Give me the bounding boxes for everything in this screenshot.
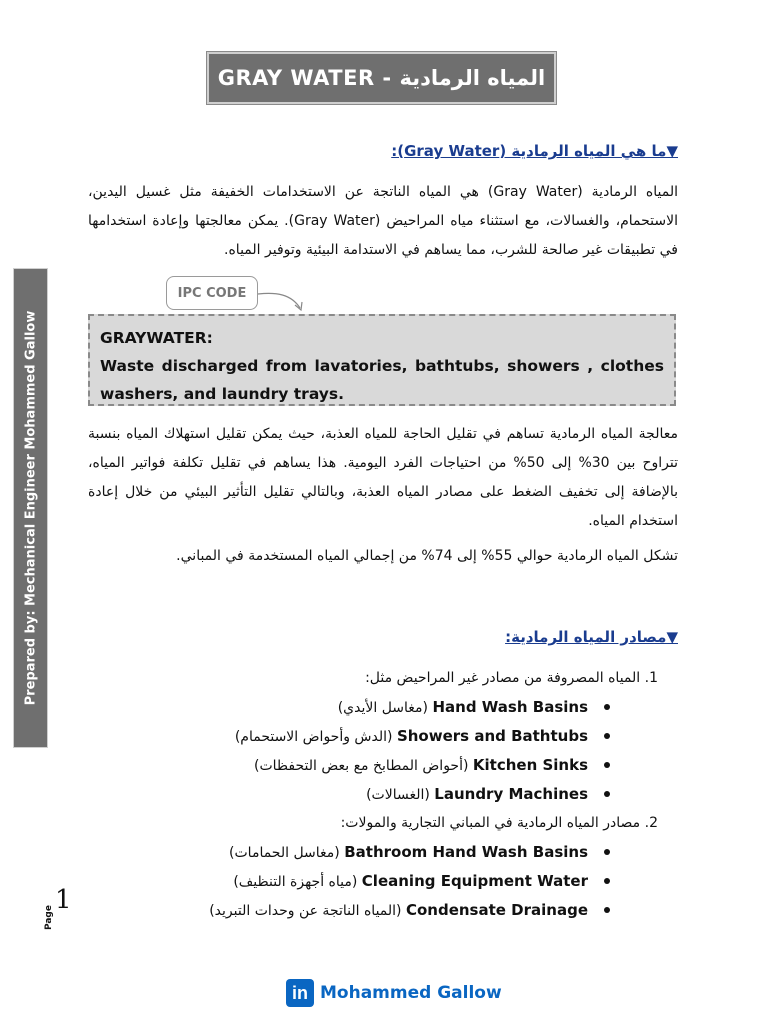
section-heading-what-is: ▼ما هي المياه الرمادية (Gray Water): [391,142,678,160]
bullet-icon [604,762,610,768]
bullet-icon [604,878,610,884]
ipc-definition-box [88,314,676,406]
list1-title: 1. المياه المصروفة من مصادر غير المراحيض مثل: [365,670,658,686]
list-item: Hand Wash Basins (مغاسل الأيدي) [338,698,588,716]
share-paragraph: تشكل المياه الرمادية حوالي 55% إلى 74% من إجمالي المياه المستخدمة في المباني. [176,548,678,564]
benefits-paragraph: معالجة المياه الرمادية تساهم في تقليل الحاجة للمياه العذبة، حيث يمكن تقليل استهلاك المياه بنسبة تتراوح بين 30% إلى 50% من احتياجات الفرد اليومية. هذا يساهم في تقليل تكلفة فواتير المياه، بالإضافة إلى تخفيف الضغط على مصادر المياه العذبة، وبالتالي تقليل التأثير البيئي من خلال إعادة استخدام المياه. [88,426,678,529]
list-item: Showers and Bathtubs (الدش وأحواض الاستحمام) [235,727,588,745]
list-item: Kitchen Sinks (أحواض المطابخ مع بعض التحفظات) [254,756,588,774]
intro-paragraph: المياه الرمادية (Gray Water) هي المياه الناتجة عن الاستخدامات الخفيفة مثل غسيل اليدين، الاستحمام، والغسالات، مع استثناء مياه المراحيض (Gray Water). يمكن معالجتها وإعادة استخدامها في تطبيقات غير صالحة للشرب، مما يساهم في الاستدامة البيئية وتوفير المياه. [88,184,679,258]
bullet-icon [604,907,610,913]
page-label: Page [44,905,54,930]
definition-title: GRAYWATER: [100,329,213,347]
page-number: 1 [55,885,72,915]
ipc-code-tag: IPC CODE [166,276,258,310]
list-item: Bathroom Hand Wash Basins (مغاسل الحمامات) [229,843,588,861]
author-label: Prepared by: Mechanical Engineer Mohammed Gallow [23,310,38,706]
list-item: Cleaning Equipment Water (مياه أجهزة التنظيف) [233,872,588,890]
list-item: Condensate Drainage (المياه الناتجة عن وحدات التبريد) [209,901,588,919]
arrow-icon [256,286,306,316]
definition-text: Waste discharged from lavatories, bathtubs, showers , clothes washers, and laundry trays. [100,357,664,403]
section-heading-sources: ▼مصادر المياه الرمادية: [505,628,678,646]
author-name[interactable]: Mohammed Gallow [320,983,502,1003]
footer-profile[interactable] [286,978,502,1008]
author-sidebar [13,268,48,748]
bullet-icon [604,849,610,855]
bullet-icon [604,791,610,797]
bullet-icon [604,733,610,739]
linkedin-icon[interactable]: in [286,979,314,1007]
page-title: GRAY WATER - المياه الرمادية [207,52,556,104]
bullet-icon [604,704,610,710]
list2-title: 2. مصادر المياه الرمادية في المباني التجارية والمولات: [340,815,658,831]
list-item: Laundry Machines (الغسالات) [366,785,588,803]
